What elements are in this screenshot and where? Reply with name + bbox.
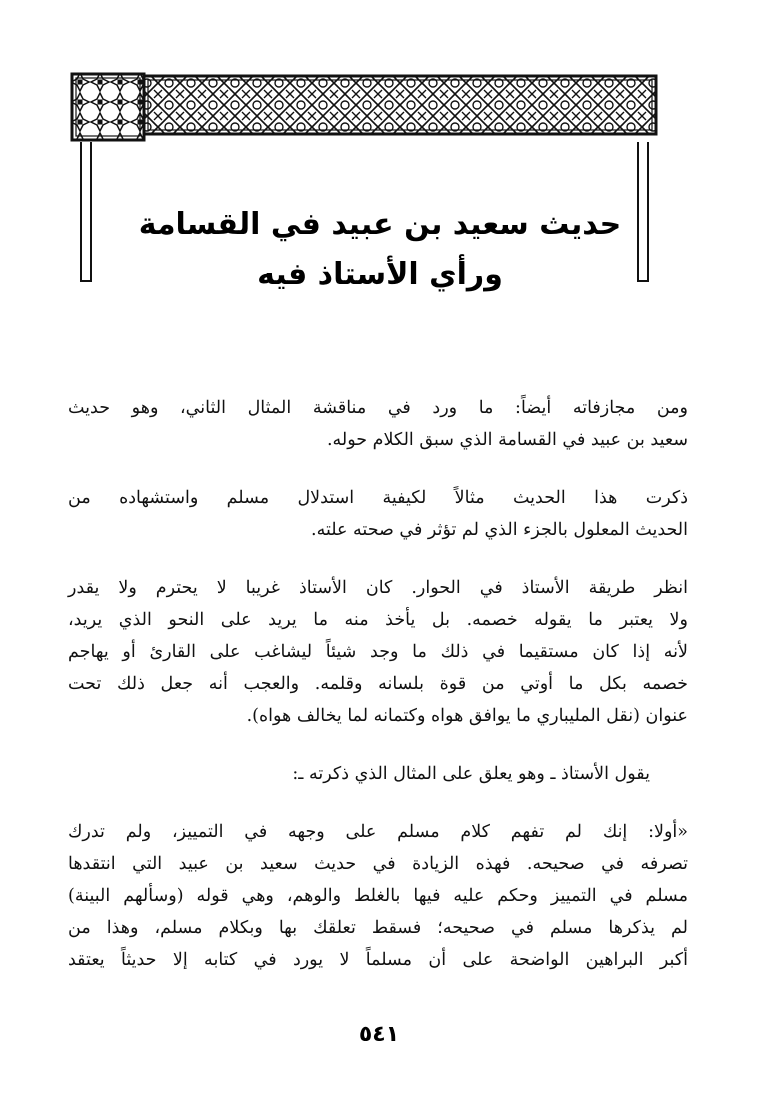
chapter-title: [130, 200, 630, 300]
body-text: [68, 392, 688, 1002]
chapter-title-line-2: ورأي الأستاذ فيه: [257, 257, 503, 292]
chapter-title-line-1: حديث سعيد بن عبيد في القسامة: [138, 207, 622, 242]
text-line: لأنه إذا كان مستقيما في ذلك ما وجد شيئاً ليشاغب على القارئ أو يهاجم: [68, 642, 688, 662]
paragraph-2: [68, 482, 688, 546]
text-line: لم يذكرها مسلم في صحيحه؛ فسقط تعلقك بها وبكلام مسلم، وهذا من: [68, 918, 688, 938]
text-line: خصمه بكل ما أوتي من قوة بلسانه وقلمه. والعجب أنه جعل ذلك تحت: [68, 674, 688, 694]
frame-post-left: [80, 142, 92, 282]
text-line: ذكرت هذا الحديث مثالاً لكيفية استدلال مسلم واستشهاده من: [68, 488, 688, 508]
text-line: سعيد بن عبيد في القسامة الذي سبق الكلام حوله.: [326, 430, 688, 450]
text-line: عنوان (نقل المليباري ما يوافق هواه وكتمانه لما يخالف هواه).: [246, 706, 688, 726]
text-line: أكبر البراهين الواضحة على أن مسلماً لا يورد في كتابه إلا حديثاً يعتقد: [68, 950, 688, 970]
text-line: الحديث المعلول بالجزء الذي لم تؤثر في صحته علته.: [311, 520, 688, 540]
text-line: ولا يعتبر ما يقوله خصمه. بل يأخذ منه ما يريد على النحو الذي يريد،: [68, 610, 688, 630]
paragraph-1: [68, 392, 688, 456]
paragraph-3: [68, 572, 688, 732]
paragraph-4: [68, 758, 688, 790]
frame-post-right: [637, 142, 649, 282]
ornamental-header-frame: [70, 72, 658, 142]
text-line: مسلم في التمييز وحكم عليه فيها بالغلط والوهم، وهي قوله (وسألهم البينة): [68, 886, 688, 906]
paragraph-5-quote: [68, 816, 688, 976]
text-line: انظر طريقة الأستاذ في الحوار. كان الأستاذ غريبا لا يحترم ولا يقدر: [68, 578, 688, 598]
page-number: ٥٤١: [358, 1022, 400, 1047]
text-line: «أولا: إنك لم تفهم كلام مسلم على وجهه في التمييز، ولم تدرك: [68, 822, 688, 842]
text-line: ومن مجازفاته أيضاً: ما ورد في مناقشة المثال الثاني، وهو حديث: [68, 398, 688, 418]
text-line: تصرفه في صحيحه. فهذه الزيادة في حديث سعيد بن عبيد التي انتقدها: [68, 854, 688, 874]
text-line: يقول الأستاذ ـ وهو يعلق على المثال الذي ذكرته ـ:: [292, 764, 650, 784]
